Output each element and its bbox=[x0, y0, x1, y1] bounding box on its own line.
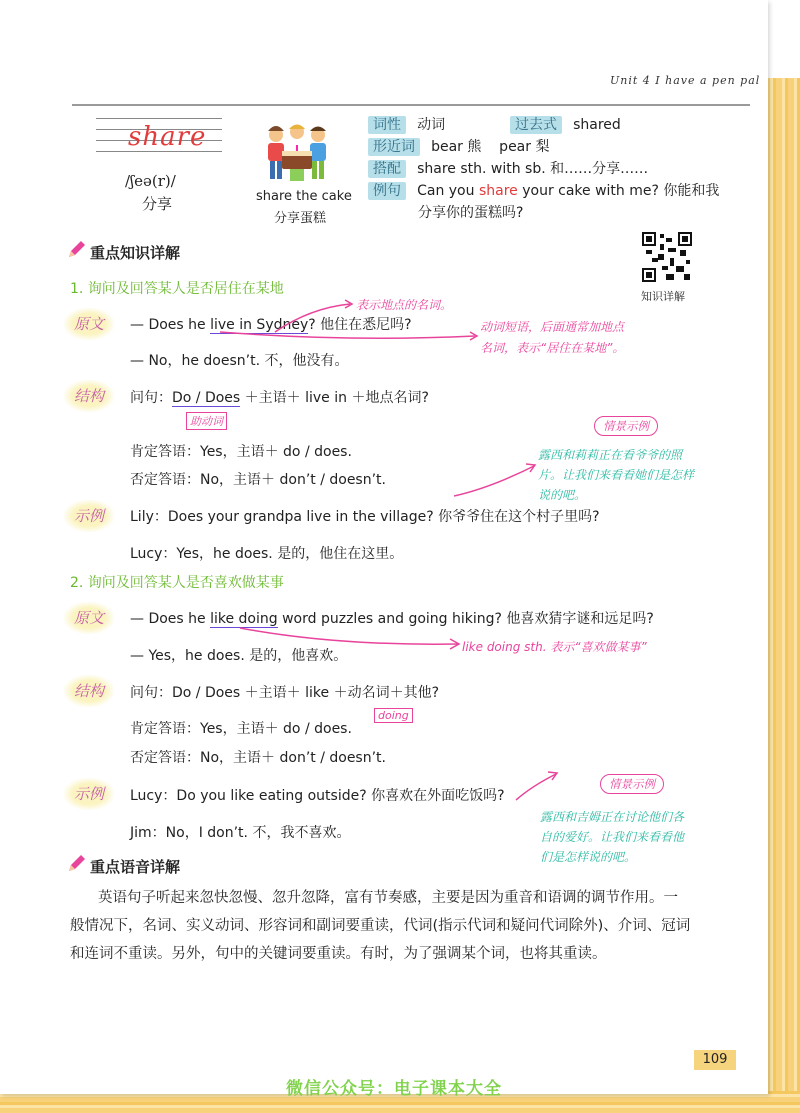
s2-struct-no: 否定答语：No，主语＋ don’t / doesn’t. bbox=[130, 750, 386, 766]
knowledge-title: 重点知识详解 bbox=[90, 244, 181, 262]
s1-struct-no: 否定答语：No，主语＋ don’t / doesn’t. bbox=[130, 472, 386, 488]
scene2-line3: 们是怎样说的吧。 bbox=[540, 850, 637, 864]
like-doing-arrow bbox=[236, 624, 466, 654]
pos-value: 动词 bbox=[417, 117, 446, 133]
header-rule bbox=[72, 104, 750, 106]
s1-struct-q-a: 问句： bbox=[130, 390, 172, 406]
label-original-2: 原文 bbox=[64, 602, 114, 634]
s1-struct-yes: 肯定答语：Yes，主语＋ do / does. bbox=[130, 444, 352, 460]
note-place-noun: 表示地点的名词。 bbox=[356, 298, 453, 312]
footer-watermark: 微信公众号：电子课本大全 bbox=[286, 1079, 502, 1099]
pencil-icon bbox=[66, 852, 88, 874]
label-example: 示例 bbox=[64, 500, 114, 532]
s1-example-line2: Lucy：Yes，he does. 是的，他住在这里。 bbox=[130, 546, 404, 562]
doing-box: doing bbox=[374, 708, 413, 723]
s2-line1-c: word puzzles and going hiking? 他喜欢猜字谜和远足吗? bbox=[277, 611, 654, 627]
phonetics-title: 重点语音详解 bbox=[90, 858, 181, 876]
s1-example-line1: Lily：Does your grandpa live in the village? 你爷爷住在这个村子里吗? bbox=[130, 509, 600, 525]
s1-line1-live-in: live in bbox=[210, 317, 252, 333]
note-phrase-line1: 动词短语，后面通常加地点 bbox=[480, 320, 625, 334]
collocation-row bbox=[368, 158, 648, 178]
past-tag: 过去式 bbox=[510, 116, 562, 134]
qr-code[interactable] bbox=[642, 232, 692, 282]
s1-original-line2: — No，he doesn’t. 不，他没有。 bbox=[130, 353, 349, 369]
similar-tag: 形近词 bbox=[368, 138, 420, 156]
collocation-tag: 搭配 bbox=[368, 160, 406, 178]
example-tag: 例句 bbox=[368, 182, 406, 200]
label-original: 原文 bbox=[64, 308, 114, 340]
s1-line1-a: — Does he bbox=[130, 317, 211, 333]
s2-example-line1: Lucy：Do you like eating outside? 你喜欢在外面吃饭吗? bbox=[130, 788, 505, 804]
scene2-line2: 自的爱好。让我们来看看他 bbox=[540, 830, 685, 844]
example-text-highlight: share bbox=[478, 183, 518, 199]
collocation-value: share sth. with sb. 和……分享…… bbox=[417, 161, 649, 177]
label-structure: 结构 bbox=[64, 380, 114, 412]
pencil-icon bbox=[66, 238, 88, 260]
label-structure-2: 结构 bbox=[64, 675, 114, 707]
phonetics-para-line2: 般情况下，名词、实义动词、形容词和副词要重读，代词(指示代词和疑问代词除外)、介词、冠词 bbox=[70, 918, 691, 934]
scene1-line3: 说的吧。 bbox=[538, 488, 587, 502]
phonetic: /ʃeə(r)/ bbox=[125, 172, 176, 190]
scene2-line1: 露西和吉姆正在讨论他们各 bbox=[540, 810, 685, 824]
s1-struct-q-c: ＋主语＋ live in ＋地点名词? bbox=[240, 390, 429, 406]
pos-row bbox=[368, 114, 445, 134]
past-row bbox=[510, 114, 621, 134]
scene-bubble-2: 情景示例 bbox=[600, 774, 664, 794]
s1-line1-d: ? 他住在悉尼吗? bbox=[308, 317, 412, 333]
past-value: shared bbox=[573, 117, 621, 133]
qr-caption: 知识详解 bbox=[641, 290, 685, 303]
word-meaning: 分享 bbox=[142, 195, 173, 213]
aux-verb-box: 助动词 bbox=[186, 412, 227, 430]
section2-title: 2. 询问及回答某人是否喜欢做某事 bbox=[70, 575, 284, 591]
note-phrase-line2: 名词，表示“居住在某地”。 bbox=[480, 341, 625, 355]
scene1-line2: 片。让我们来看看她们是怎样 bbox=[538, 468, 695, 482]
s2-example-line2: Jim：No，I don’t. 不，我不喜欢。 bbox=[130, 825, 351, 841]
pos-tag: 词性 bbox=[368, 116, 406, 134]
s2-line1-a: — Does he bbox=[130, 611, 211, 627]
scene2-arrow bbox=[512, 766, 562, 806]
note-like-doing: like doing sth. 表示“喜欢做某事” bbox=[462, 640, 647, 654]
s1-struct-q-do-does: Do / Does bbox=[172, 390, 241, 406]
unit-header: Unit 4 I have a pen pal bbox=[610, 74, 761, 87]
page-number: 109 bbox=[694, 1050, 736, 1070]
example-text-post: your cake with me? 你能和我 bbox=[517, 183, 720, 199]
similar-row bbox=[368, 136, 549, 156]
image-caption-cn: 分享蛋糕 bbox=[274, 211, 327, 226]
s1-line1-sydney: Sydney bbox=[251, 317, 309, 333]
similar-value: bear 熊 pear 梨 bbox=[431, 139, 550, 155]
s2-struct-yes: 肯定答语：Yes，主语＋ do / does. bbox=[130, 721, 352, 737]
phonetics-para-line1: 英语句子听起来忽快忽慢、忽升忽降，富有节奏感，主要是因为重音和语调的调节作用。一 bbox=[98, 890, 678, 906]
scene1-arrow bbox=[450, 458, 540, 502]
s2-line1-like-doing: like doing bbox=[210, 611, 278, 627]
phonetics-para-line3: 和连词不重读。另外，句中的关键词要重读。有时，为了强调某个词，也将其重读。 bbox=[70, 946, 607, 962]
image-caption-en: share the cake bbox=[256, 189, 352, 204]
headword: share bbox=[128, 122, 207, 152]
section1-title: 1. 询问及回答某人是否居住在某地 bbox=[70, 281, 284, 297]
label-example-2: 示例 bbox=[64, 778, 114, 810]
scene1-line1: 露西和莉莉正在看爷爷的照 bbox=[538, 448, 683, 462]
kids-cake-illustration bbox=[264, 123, 330, 183]
s1-struct-question bbox=[130, 387, 429, 407]
example-row bbox=[368, 180, 719, 200]
example-text-pre: Can you bbox=[417, 183, 479, 199]
page-edge-right bbox=[764, 78, 800, 1113]
s2-struct-question: 问句：Do / Does ＋主语＋ like ＋动名词＋其他? bbox=[130, 685, 439, 701]
s2-original-line2: — Yes，he does. 是的，他喜欢。 bbox=[130, 648, 348, 664]
scene-bubble-1: 情景示例 bbox=[594, 416, 658, 436]
example-line2: 分享你的蛋糕吗? bbox=[418, 205, 524, 221]
